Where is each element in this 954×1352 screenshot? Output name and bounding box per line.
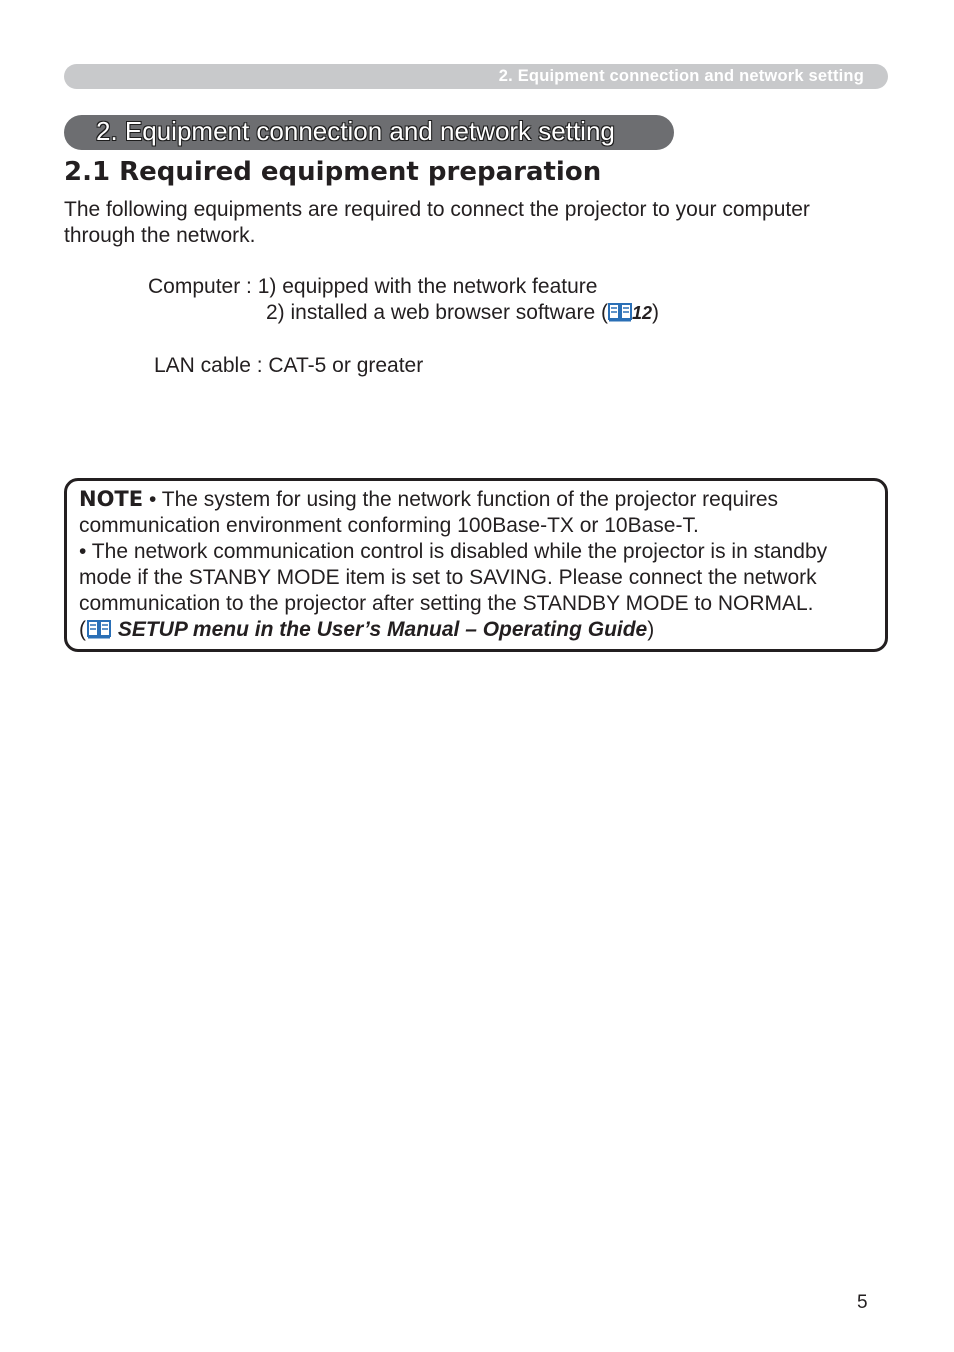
section-title-pill bbox=[64, 115, 674, 150]
page-reference-number[interactable]: 12 bbox=[631, 303, 653, 323]
book-icon bbox=[86, 619, 112, 646]
note-manual-reference[interactable]: SETUP menu in the User’s Manual – Operating Guide bbox=[117, 618, 648, 641]
computer-label: Computer : bbox=[148, 275, 258, 298]
note-label: NOTE bbox=[79, 487, 144, 511]
book-icon bbox=[608, 302, 632, 328]
intro-paragraph: The following equipments are required to connect the projector to your computer through the network. bbox=[64, 198, 810, 247]
section-title: 2. Equipment connection and network setting bbox=[96, 116, 615, 146]
note-ref-close: ) bbox=[647, 618, 655, 641]
page-number: 5 bbox=[857, 1292, 868, 1313]
running-header-bar bbox=[64, 64, 888, 89]
computer-item-2-text: 2) installed a web browser software ( bbox=[266, 301, 608, 324]
computer-requirement-2 bbox=[266, 301, 659, 328]
computer-item-2-close: ) bbox=[652, 301, 660, 324]
subsection-heading: 2.1 Required equipment preparation bbox=[64, 157, 602, 187]
note-text bbox=[79, 486, 879, 646]
running-header-title: 2. Equipment connection and network setting bbox=[498, 67, 864, 85]
note-bullet-2: • The network communication control is disabled while the projector is in standby mode if the STANBY MODE item is set to SAVING. Please connect the network communication to the projector after setting the STANDBY MODE to NORMAL. bbox=[79, 540, 828, 615]
computer-requirement-1 bbox=[148, 275, 597, 299]
note-bullet-1: • The system for using the network function of the projector requires communication environment conforming 100Base-TX or 10Base-T. bbox=[79, 488, 779, 537]
computer-item-1: 1) equipped with the network feature bbox=[257, 275, 598, 298]
note-ref-open: ( bbox=[79, 618, 86, 641]
note-box bbox=[64, 478, 888, 652]
lan-cable-requirement: LAN cable : CAT-5 or greater bbox=[154, 354, 424, 377]
